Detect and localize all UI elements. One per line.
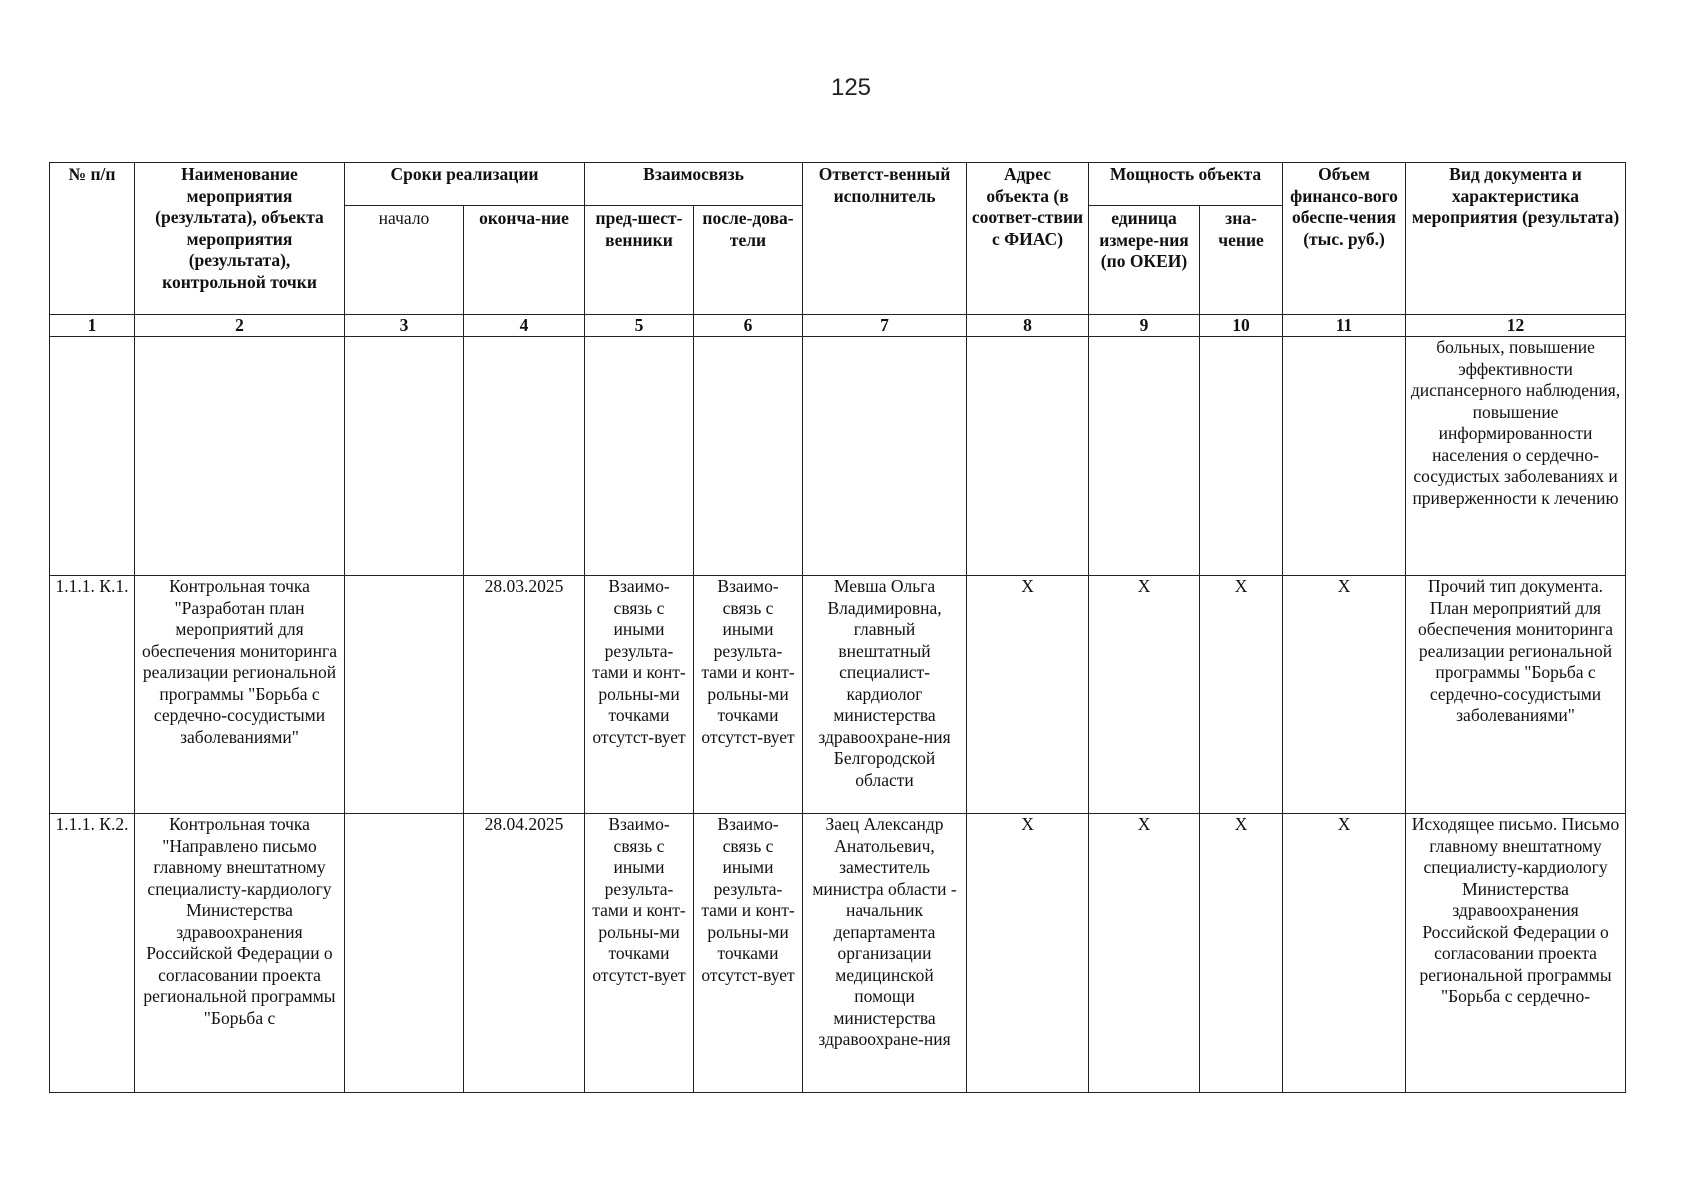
cell-value: X — [1200, 576, 1283, 814]
header-end: оконча-ние — [464, 206, 585, 315]
cell-end — [464, 337, 585, 576]
cell-doc: больных, повышение эффективности диспансерного наблюдения, повышение информированности населения о сердечно-сосудистых заболеваниях и приверженности к лечению — [1406, 337, 1626, 576]
cell-num — [50, 337, 135, 576]
cell-unit: X — [1089, 814, 1200, 1093]
cell-name: Контрольная точка "Разработан план мероприятий для обеспечения мониторинга реализации региональной программы "Борьба с сердечно-сосудистыми заболеваниями" — [135, 576, 345, 814]
header-unit: единица измере-ния (по ОКЕИ) — [1089, 206, 1200, 315]
cell-finance — [1283, 337, 1406, 576]
cell-finance: X — [1283, 576, 1406, 814]
header-group-link: Взаимосвязь — [585, 163, 803, 206]
cell-num: 1.1.1. К.1. — [50, 576, 135, 814]
cell-value: X — [1200, 814, 1283, 1093]
cell-unit: X — [1089, 576, 1200, 814]
cell-num: 1.1.1. К.2. — [50, 814, 135, 1093]
header-group-terms: Сроки реализации — [345, 163, 585, 206]
column-number: 4 — [464, 315, 585, 337]
cell-finance: X — [1283, 814, 1406, 1093]
column-number: 2 — [135, 315, 345, 337]
cell-pred — [585, 337, 694, 576]
cell-start — [345, 576, 464, 814]
column-number: 6 — [694, 315, 803, 337]
cell-doc: Прочий тип документа. План мероприятий для обеспечения мониторинга реализации региональной программы "Борьба с сердечно-сосудистыми заболеваниями" — [1406, 576, 1626, 814]
column-number: 3 — [345, 315, 464, 337]
header-name: Наименование мероприятия (результата), объекта мероприятия (результата), контрольной точки — [135, 163, 345, 315]
header-num: № п/п — [50, 163, 135, 315]
header-value: зна-чение — [1200, 206, 1283, 315]
column-number: 12 — [1406, 315, 1626, 337]
table-row — [50, 576, 1626, 814]
cell-unit — [1089, 337, 1200, 576]
header-post: после-дова-тели — [694, 206, 803, 315]
cell-address — [967, 337, 1089, 576]
header-responsible: Ответст-венный исполнитель — [803, 163, 967, 315]
header-pred: пред-шест-венники — [585, 206, 694, 315]
header-start: начало — [345, 206, 464, 315]
cell-address: X — [967, 576, 1089, 814]
cell-doc: Исходящее письмо. Письмо главному внештатному специалисту-кардиологу Министерства здравоохранения Российской Федерации о согласовании проекта региональной программы "Борьба с сердечно- — [1406, 814, 1626, 1093]
cell-post — [694, 337, 803, 576]
column-number: 9 — [1089, 315, 1200, 337]
cell-responsible — [803, 337, 967, 576]
header-group-power: Мощность объекта — [1089, 163, 1283, 206]
table-row — [50, 337, 1626, 576]
header-doc: Вид документа и характеристика мероприятия (результата) — [1406, 163, 1626, 315]
column-number: 1 — [50, 315, 135, 337]
column-number: 11 — [1283, 315, 1406, 337]
column-number: 5 — [585, 315, 694, 337]
column-number: 7 — [803, 315, 967, 337]
cell-name: Контрольная точка "Направлено письмо главному внештатному специалисту-кардиологу Министерства здравоохранения Российской Федерации о согласовании проекта региональной программы "Борьба с — [135, 814, 345, 1093]
cell-end: 28.03.2025 — [464, 576, 585, 814]
cell-post: Взаимо-связь с иными результа-тами и конт-рольны-ми точками отсутст-вует — [694, 576, 803, 814]
cell-end: 28.04.2025 — [464, 814, 585, 1093]
table-row — [50, 814, 1626, 1093]
column-number: 8 — [967, 315, 1089, 337]
header-finance: Объем финансо-вого обеспе-чения (тыс. руб.) — [1283, 163, 1406, 315]
cell-address: X — [967, 814, 1089, 1093]
cell-name — [135, 337, 345, 576]
cell-responsible: Мевша Ольга Владимировна, главный внештатный специалист-кардиолог министерства здравоохране-ния Белгородской области — [803, 576, 967, 814]
cell-value — [1200, 337, 1283, 576]
document-table — [49, 162, 1626, 1093]
header-address: Адрес объекта (в соответ-ствии с ФИАС) — [967, 163, 1089, 315]
cell-pred: Взаимо-связь с иными результа-тами и конт-рольны-ми точками отсутст-вует — [585, 814, 694, 1093]
page-number: 125 — [830, 74, 872, 101]
cell-post: Взаимо-связь с иными результа-тами и конт-рольны-ми точками отсутст-вует — [694, 814, 803, 1093]
cell-start — [345, 814, 464, 1093]
cell-pred: Взаимо-связь с иными результа-тами и конт-рольны-ми точками отсутст-вует — [585, 576, 694, 814]
cell-responsible: Заец Александр Анатольевич, заместитель министра области - начальник департамента организации медицинской помощи министерства здравоохране-ния — [803, 814, 967, 1093]
column-number: 10 — [1200, 315, 1283, 337]
cell-start — [345, 337, 464, 576]
